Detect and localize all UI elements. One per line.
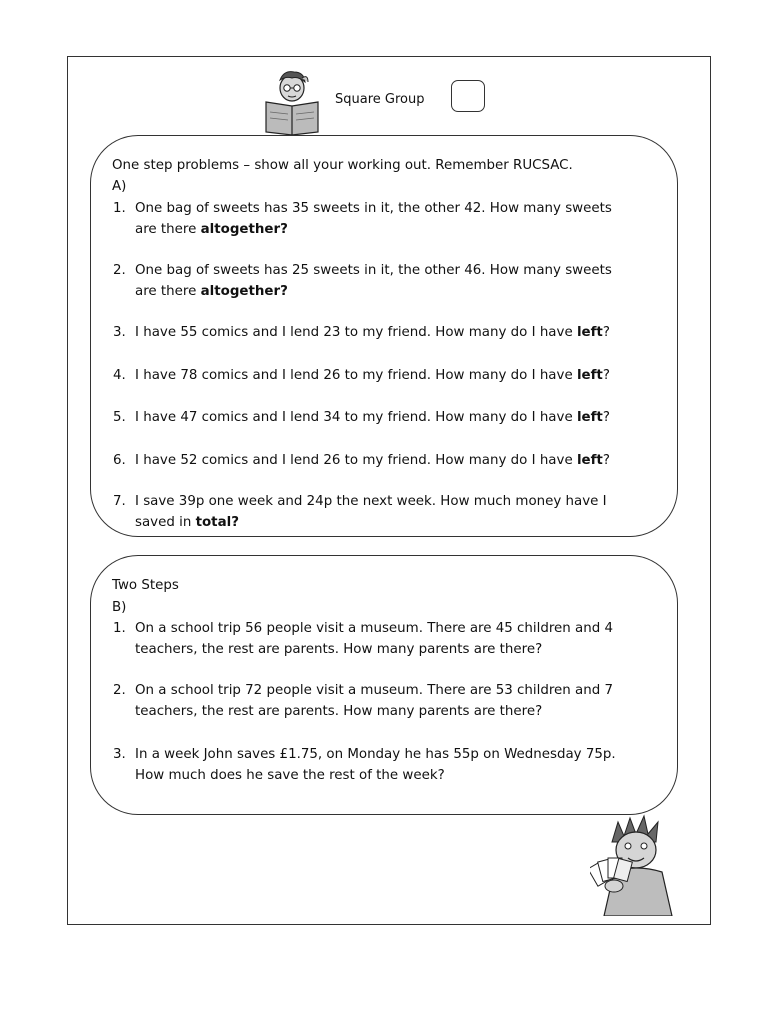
question-text: saved in <box>135 515 196 530</box>
question-keyword: left <box>576 325 603 340</box>
question-punctuation: ? <box>602 410 610 425</box>
question-text: teachers, the rest are parents. How many parents are there? <box>135 704 543 719</box>
question-number: 2. <box>113 683 126 698</box>
question-keyword: left <box>576 368 603 383</box>
question-text: I save 39p one week and 24p the next week. How much money have I <box>135 494 607 509</box>
question-keyword: left <box>576 410 603 425</box>
question-text: are there <box>135 222 201 237</box>
question-text: are there <box>135 284 201 299</box>
question-number: 1. <box>113 201 126 216</box>
boy-reading-book-icon <box>262 66 322 136</box>
question-punctuation: ? <box>602 453 610 468</box>
question-text: I have 52 comics and I lend 26 to my friend. How many do I have <box>135 453 577 468</box>
question-punctuation: ? <box>602 325 610 340</box>
question-number: 1. <box>113 621 126 636</box>
group-checkbox[interactable] <box>451 80 485 112</box>
question-number: 6. <box>113 453 126 468</box>
section-a-label: A) <box>112 179 127 194</box>
question-number: 7. <box>113 494 126 509</box>
question-number: 3. <box>113 325 126 340</box>
question-text: I have 78 comics and I lend 26 to my friend. How many do I have <box>135 368 577 383</box>
question-number: 2. <box>113 263 126 278</box>
section-b-title: Two Steps <box>112 578 179 593</box>
question-text: In a week John saves £1.75, on Monday he has 55p on Wednesday 75p. <box>135 747 616 762</box>
question-keyword: total? <box>195 515 239 530</box>
question-keyword: altogether? <box>200 284 288 299</box>
question-number: 3. <box>113 747 126 762</box>
group-label: Square Group <box>335 92 425 107</box>
question-keyword: left <box>576 453 603 468</box>
question-text: One bag of sweets has 35 sweets in it, the other 42. How many sweets <box>135 201 612 216</box>
question-text: On a school trip 56 people visit a museum. There are 45 children and 4 <box>135 621 613 636</box>
question-punctuation: ? <box>602 368 610 383</box>
question-number: 5. <box>113 410 126 425</box>
section-a-instruction: One step problems – show all your working out. Remember RUCSAC. <box>112 158 573 173</box>
question-keyword: altogether? <box>200 222 288 237</box>
question-text: One bag of sweets has 25 sweets in it, the other 46. How many sweets <box>135 263 612 278</box>
question-text: On a school trip 72 people visit a museum. There are 53 children and 7 <box>135 683 613 698</box>
question-text: I have 55 comics and I lend 23 to my friend. How many do I have <box>135 325 577 340</box>
question-text: teachers, the rest are parents. How many parents are there? <box>135 642 543 657</box>
boy-holding-cards-icon <box>590 812 682 916</box>
question-number: 4. <box>113 368 126 383</box>
question-text: I have 47 comics and I lend 34 to my friend. How many do I have <box>135 410 577 425</box>
question-text: How much does he save the rest of the week? <box>135 768 445 783</box>
section-b-label: B) <box>112 600 127 615</box>
